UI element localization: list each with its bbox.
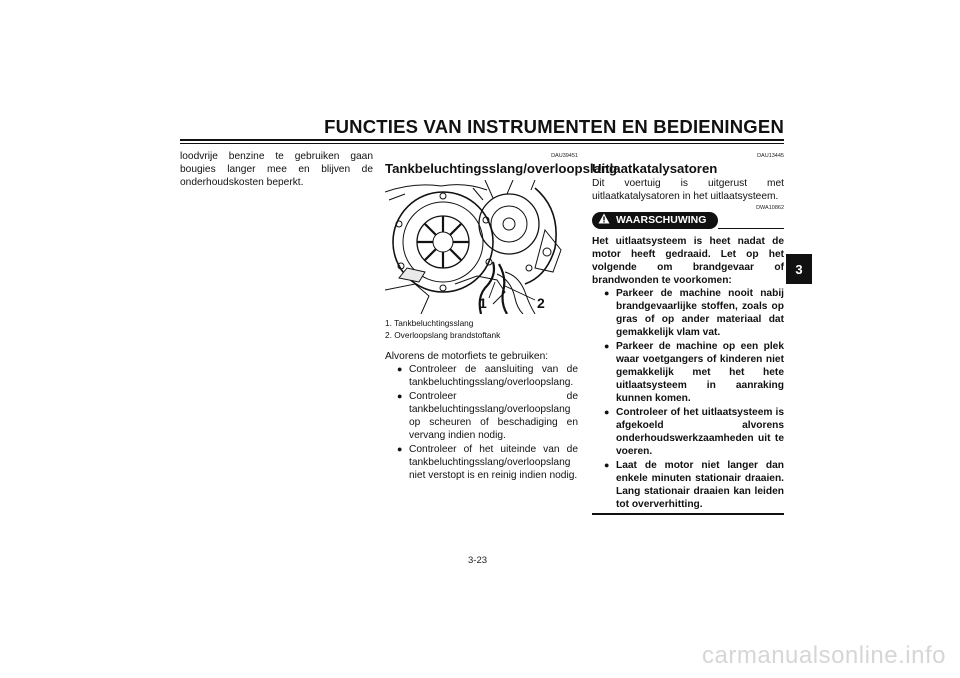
warning-triangle-icon <box>598 213 610 228</box>
list-item: ● Controleer de tankbeluchtingsslang/overloopslang op scheuren of beschadiging en vervang indien nodig. <box>397 391 578 441</box>
section-heading-hose: Tankbeluchtingsslang/overloopslang <box>385 161 618 176</box>
bullet-icon: ● <box>397 391 403 401</box>
chapter-tab: 3 <box>786 254 812 284</box>
list-item: ● Controleer of het uiteinde van de tankbeluchtingsslang/overloopslang niet verstopt is en reinig indien nodig. <box>397 444 578 481</box>
warning-label: WAARSCHUWING <box>616 214 707 226</box>
bullet-icon: ● <box>604 407 610 417</box>
figure-caption-1: 1. Tankbeluchtingsslang <box>385 318 474 328</box>
warning-text: Het uitlaatsysteem is heet nadat de motor heeft gedraaid. Let op het volgende om brandgevaar of brandwonden te voorkomen: <box>592 236 784 286</box>
warning-code: DWA10862 <box>756 205 784 211</box>
header-rule-thin <box>180 143 784 144</box>
continued-paragraph: loodvrije benzine te gebruiken gaan bougies langer mee en blijven de onderhoudskosten beperkt. <box>180 151 373 188</box>
warning-header <box>592 205 784 232</box>
page-title: FUNCTIES VAN INSTRUMENTEN EN BEDIENINGEN <box>324 116 784 137</box>
bullet-icon: ● <box>604 341 610 351</box>
column-3 <box>592 150 784 515</box>
warning-rule <box>718 228 784 229</box>
hose-intro: Alvorens de motorfiets te gebruiken: <box>385 351 549 362</box>
bullet-icon: ● <box>604 288 610 298</box>
list-item: ● Laat de motor niet langer dan enkele minuten stationair draaien. Lang stationair draaien kan leiden tot oververhitting. <box>604 460 784 510</box>
warning-badge <box>592 212 718 229</box>
column-1 <box>180 150 373 189</box>
figure-caption-2: 2. Overloopslang brandstoftank <box>385 330 501 340</box>
callout-2: 2 <box>537 295 545 311</box>
list-item: ● Parkeer de machine op een plek waar voetgangers of kinderen niet gemakkelijk met het hete uitlaatsysteem in aanraking kunnen komen. <box>604 341 784 404</box>
header-rule <box>180 139 784 141</box>
hose-checklist <box>385 363 578 482</box>
bullet-icon: ● <box>397 444 403 454</box>
list-item: ● Controleer de aansluiting van de tankbeluchtingsslang/overloopslang. <box>397 364 578 388</box>
catalyst-intro: Dit voertuig is uitgerust met uitlaatkatalysatoren in het uitlaatsysteem. <box>592 178 784 202</box>
callout-1: 1 <box>479 295 487 311</box>
page-number: 3-23 <box>468 555 488 566</box>
warning-end-rule <box>592 513 784 515</box>
engine-drawing <box>385 180 570 314</box>
section-heading-catalyst: Uitlaatkatalysatoren <box>592 161 718 176</box>
section-code: DAU39451 <box>551 153 578 159</box>
hose-illustration <box>385 180 570 314</box>
bullet-icon: ● <box>604 460 610 470</box>
column-2 <box>385 150 618 483</box>
warning-list <box>592 287 784 511</box>
list-item: ● Parkeer de machine nooit nabij brandgevaarlijke stoffen, zoals op gras of op ander materiaal dat gemakkelijk vlam vat. <box>604 288 784 338</box>
section-code: DAU13445 <box>757 153 784 159</box>
list-item: ● Controleer of het uitlaatsysteem is afgekoeld alvorens onderhoudswerkzaamheden uit te voeren. <box>604 407 784 457</box>
bullet-icon: ● <box>397 364 403 374</box>
watermark: carmanualsonline.info <box>702 642 946 669</box>
